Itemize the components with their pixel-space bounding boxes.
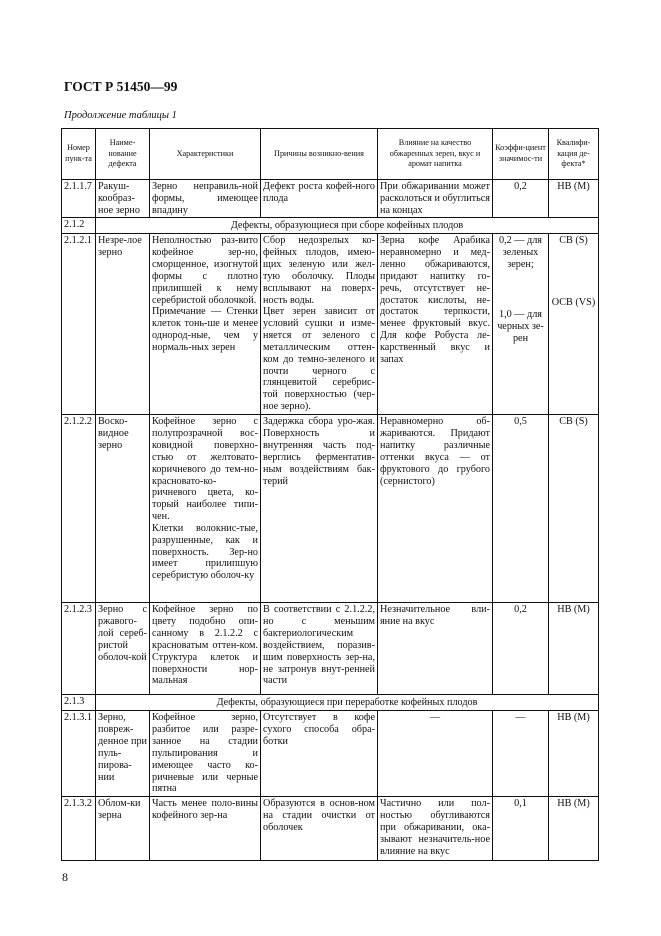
table-row — [62, 797, 599, 861]
item-number: 2.1.2.1 — [62, 234, 96, 415]
qualification-black: ОСВ (VS) — [551, 297, 596, 309]
defect-causes: В соответствии с 2.1.2.2, но с меньшим бактериологическим воздействием, поразив-шим поверхность зер-на, не затронув внут-ренней части — [261, 603, 378, 695]
table-header-row — [62, 129, 599, 180]
table-row — [62, 711, 599, 797]
col-header-effect: Влияние на качество обжаренных зерен, вкус и аромат напитка — [378, 129, 493, 180]
defect-causes: Дефект роста кофей-ного плода — [261, 180, 378, 218]
table-row — [62, 603, 599, 695]
defect-name: Зерно с ржавого-лой сереб-ристой оболоч-кой — [96, 603, 150, 695]
table-row — [62, 234, 599, 415]
item-number: 2.1.3.1 — [62, 711, 96, 797]
section-title: Дефекты, образующиеся при переработке кофейных плодов — [96, 695, 599, 711]
col-header-causes: Причины возникно-вения — [261, 129, 378, 180]
qualification-cell — [549, 234, 599, 415]
section-row — [62, 695, 599, 711]
defects-table — [61, 128, 599, 861]
section-number: 2.1.3 — [62, 695, 96, 711]
defect-characteristics-cell — [150, 415, 261, 603]
defect-characteristics: Неполностью раз-вито кофейное зер-но, сморщенное, изогнутой формы с плотно прилипшей к нему серебристой оболочкой. — [152, 235, 258, 306]
item-number: 2.1.1.7 — [62, 180, 96, 218]
defect-name: Воско-видное зерно — [96, 415, 150, 603]
section-number: 2.1.2 — [62, 218, 96, 234]
defect-characteristics: Кофейное зерно по цвету подобно опи-санному в 2.1.2.2 с красноватым оттен-ком. Структура клеток и поверхности нор-мальная — [150, 603, 261, 695]
defect-characteristics: Кофейное зерно, разбитое или разре-занное на стадии пульпирования и имеющее часто ко-ричневые или черные пятна — [150, 711, 261, 797]
document-code: ГОСТ Р 51450—99 — [64, 79, 178, 94]
col-header-qualification: Квалифи-кация де-фекта* — [549, 129, 599, 180]
qualification: НВ (М) — [549, 603, 599, 695]
item-number: 2.1.2.3 — [62, 603, 96, 695]
table-continuation-caption: Продолжение таблицы 1 — [64, 110, 177, 121]
table-row — [62, 415, 599, 603]
item-number: 2.1.3.2 — [62, 797, 96, 861]
defect-name: Незре-лое зерно — [96, 234, 150, 415]
defect-effect: Незначительное вли-яние на вкус — [378, 603, 493, 695]
section-row — [62, 218, 599, 234]
defect-characteristics: Кофейное зерно с полупрозрачной вос-ковидной поверхно-стью от желтовато-коричневого до тем-но-красновато-ко-ричневого цвета, ко-торый наиболее типи-чен. — [152, 416, 258, 523]
defect-effect: При обжаривании может расколоться и обуглиться на концах — [378, 180, 493, 218]
coefficient-green: 0,2 — для зеленых зерен; — [499, 235, 542, 271]
col-header-number: Номер пунк-та — [62, 129, 96, 180]
item-number: 2.1.2.2 — [62, 415, 96, 603]
defect-effect: Неравномерно об-жариваются. Придают напитку различные оттенки вкуса — от фруктового до грубого (сернистого) — [378, 415, 493, 603]
defect-characteristics-cell — [150, 234, 261, 415]
qualification: НВ (М) — [549, 180, 599, 218]
coefficient: 0,5 — [493, 415, 549, 603]
defect-characteristics-continued: Клетки волокнис-тые, разрушенные, как и поверхность. Зер-но имеет прилипшую серебристую оболоч-ку — [152, 522, 258, 582]
defect-name: Ракуш-кообраз-ное зерно — [96, 180, 150, 218]
qualification: СВ (S) — [549, 415, 599, 603]
defect-causes: Отсутствует в кофе сухого способа обра-ботки — [261, 711, 378, 797]
defect-causes-cell — [261, 234, 378, 415]
defect-causes-continued: Цвет зерен зависит от условий сушки и изме-няется от зеленого с металлическим оттен-ком до темно-зеленого и почти черного с глянцевитой серебрис-той поверхностью (чер-ное зерно). — [263, 306, 375, 413]
coefficient-cell — [493, 234, 549, 415]
qualification: НВ (М) — [549, 711, 599, 797]
table-row — [62, 180, 599, 218]
coefficient: — — [493, 711, 549, 797]
coefficient: 0,2 — [493, 180, 549, 218]
page-number: 8 — [62, 870, 68, 884]
defect-effect: — — [378, 711, 493, 797]
qualification: НВ (М) — [549, 797, 599, 861]
col-header-name: Наиме-нование дефекта — [96, 129, 150, 180]
defect-effect: Частично или пол-ностью обугливаются при обжаривании, ока-зывают незначитель-ное влияние на вкус — [378, 797, 493, 861]
defect-name: Облом-ки зерна — [96, 797, 150, 861]
defect-causes: Сбор недозрелых ко-фейных плодов, имею-щих зеленую или жел-тую оболочку. Плоды всплывают на поверх-ность воды. — [263, 235, 375, 306]
col-header-coefficient: Коэффи-циент значимос-ти — [493, 129, 549, 180]
defect-characteristics: Зерно неправиль-ной формы, имеющее впадину — [150, 180, 261, 218]
defect-characteristics: Часть менее поло-вины кофейного зер-на — [150, 797, 261, 861]
defect-causes: Задержка сбора уро-жая. Поверхность и внутренняя часть под-верглись ферментатив-ным воздействиям бак-терий — [261, 415, 378, 603]
coefficient: 0,2 — [493, 603, 549, 695]
col-header-characteristics: Характеристики — [150, 129, 261, 180]
section-title: Дефекты, образующиеся при сборе кофейных плодов — [96, 218, 599, 234]
defect-name: Зерно, повреж-денное при пуль-пирова-нии — [96, 711, 150, 797]
coefficient: 0,1 — [493, 797, 549, 861]
qualification-green: СВ (S) — [559, 235, 588, 247]
defect-causes: Образуются в основ-ном на стадии очистки от оболочек — [261, 797, 378, 861]
coefficient-black: 1,0 — для черных зе-рен — [497, 308, 544, 344]
defect-effect: Зерна кофе Арабика неравномерно и мед-ленно обжариваются, придают напитку го-речь, отсутствует не-достаток кислоты, не-достаток терпкости, менее фруктовый вкус. Для кофе Робуста ле-карственный вкус и запах — [378, 234, 493, 415]
defect-note: Примечание — Стенки клеток тонь-ше и менее однород-ные, чем у нормаль-ных зерен — [152, 306, 258, 353]
